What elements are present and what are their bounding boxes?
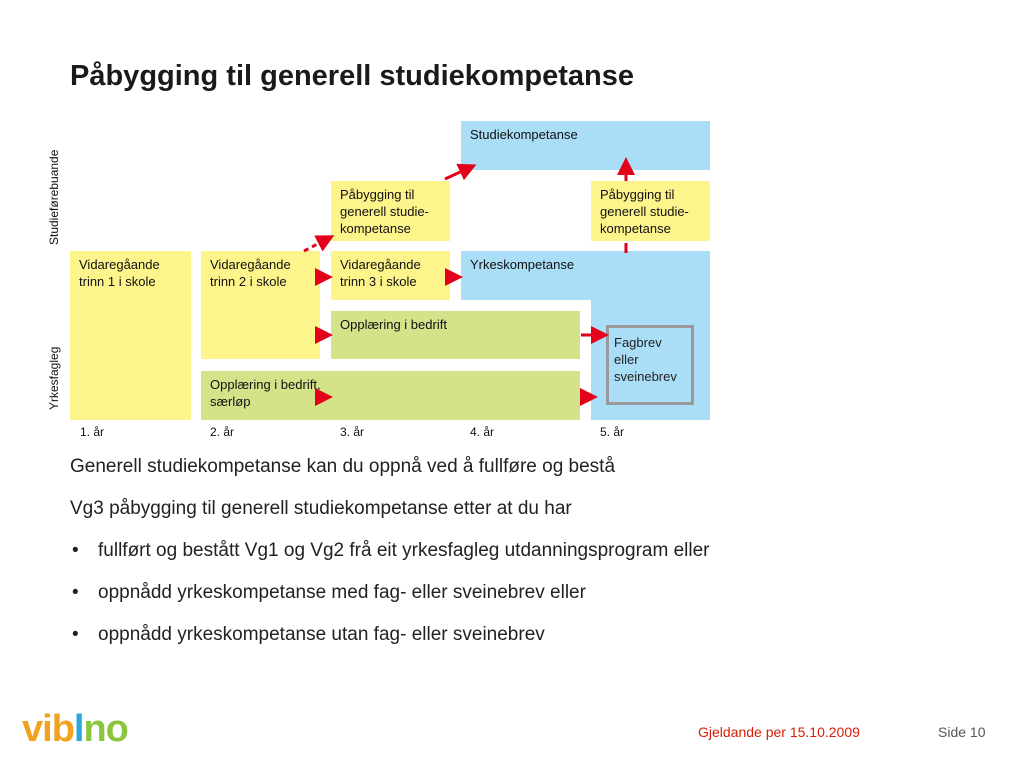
box-fagbrev: Fagbrev eller sveinebrev <box>606 325 694 405</box>
arrow-pabygg-to-studie <box>445 167 471 179</box>
slide-title: Påbygging til generell studiekompetanse <box>70 60 635 92</box>
footer-date: Gjeldande per 15.10.2009 <box>698 724 860 740</box>
text-line-1: Generell studiekompetanse kan du oppnå ved å fullføre og bestå <box>70 456 616 477</box>
bullet-item: • oppnådd yrkeskompetanse med fag- eller sveinebrev eller <box>70 581 970 623</box>
body-text <box>70 455 970 665</box>
box-vg2: Vidaregåande trinn 2 i skole <box>201 251 320 359</box>
box-pabygging-3: Påbygging til generell studie- kompetanse <box>331 181 450 241</box>
box-vg1: Vidaregåande trinn 1 i skole <box>70 251 191 420</box>
box-opplaering-bedrift: Opplæring i bedrift <box>331 311 580 359</box>
year-label-3: 3. år <box>340 425 365 439</box>
bullet-text: oppnådd yrkeskompetanse utan fag- eller sveinebrev <box>98 624 545 645</box>
side-label-studieforebuande: Studieførebuande <box>47 149 61 245</box>
box-vg3: Vidaregåande trinn 3 i skole <box>331 251 450 300</box>
bullet-text: oppnådd yrkeskompetanse med fag- eller sveinebrev eller <box>98 582 586 603</box>
education-path-diagram <box>40 115 720 445</box>
viblino-logo: viblno <box>22 708 128 750</box>
page-number: Side 10 <box>938 724 986 740</box>
label-yrkeskompetanse: Yrkeskompetanse <box>470 257 575 272</box>
arrow-vg2-to-pabygg <box>304 238 329 251</box>
box-opplaering-saerlop: Opplæring i bedrift, særløp <box>201 371 580 420</box>
bullet-item: • fullført og bestått Vg1 og Vg2 frå eit yrkesfagleg utdanningsprogram eller <box>70 539 970 581</box>
year-label-1: 1. år <box>80 425 105 439</box>
bullet-item: • oppnådd yrkeskompetanse utan fag- eller sveinebrev <box>70 623 970 665</box>
side-label-yrkesfagleg: Yrkesfagleg <box>47 346 61 410</box>
box-pabygging-5: Påbygging til generell studie- kompetanse <box>591 181 710 241</box>
arrows-overlay <box>40 115 720 445</box>
bullet-text: fullført og bestått Vg1 og Vg2 frå eit yrkesfagleg utdanningsprogram eller <box>98 540 710 561</box>
year-label-2: 2. år <box>210 425 235 439</box>
text-line-2: Vg3 påbygging til generell studiekompetanse etter at du har <box>70 498 572 519</box>
box-studiekompetanse: Studiekompetanse <box>461 121 710 170</box>
year-label-5: 5. år <box>600 425 625 439</box>
year-label-4: 4. år <box>470 425 495 439</box>
